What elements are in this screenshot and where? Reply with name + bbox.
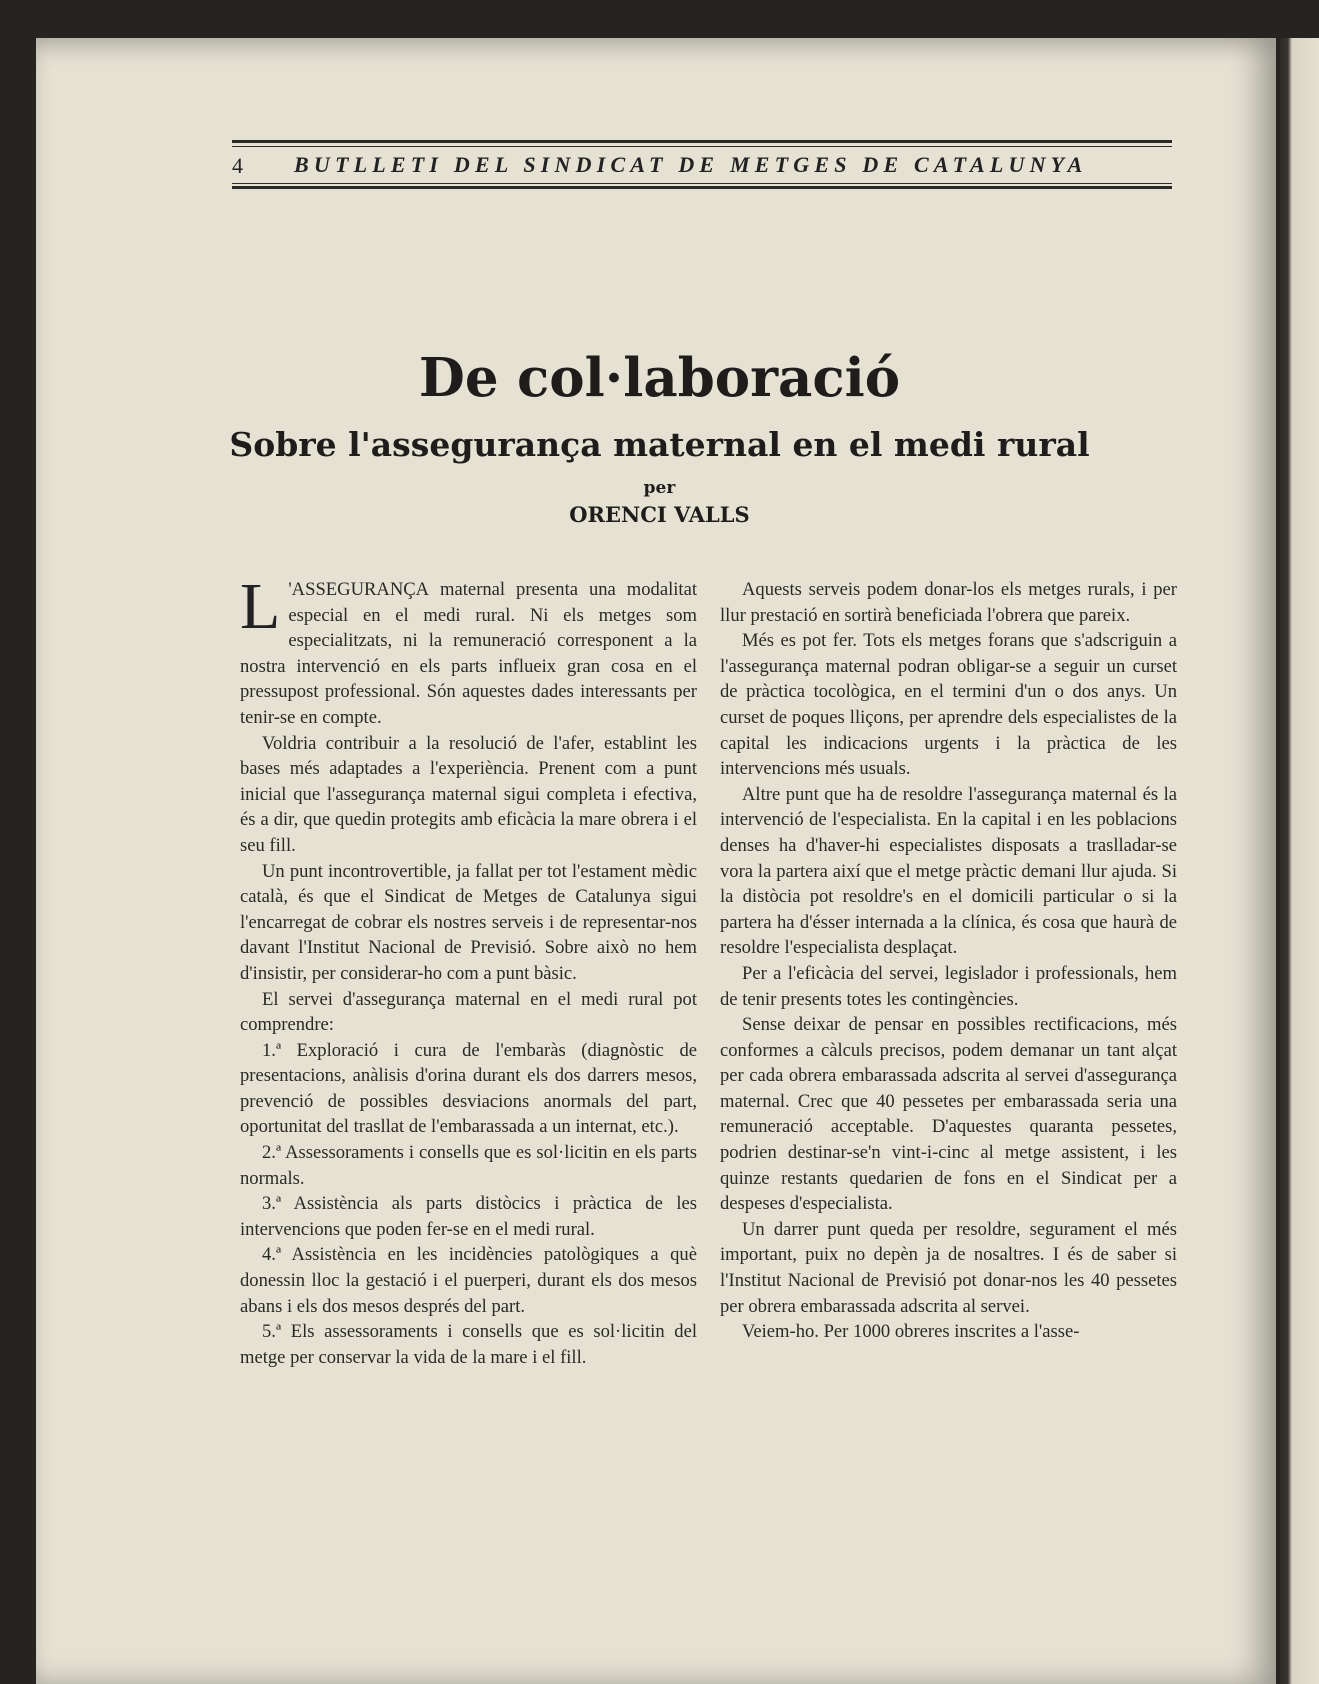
list-item: 4.ª Assistència en les incidències patològiques a què donessin lloc la gestació i el puerperi, durant els dos mesos abans i els dos mesos després del part.	[240, 1244, 697, 1317]
article-title: Sobre l'assegurança maternal en el medi rural	[229, 425, 1090, 464]
paragraph: Sense deixar de pensar en possibles rectificacions, més conformes a càlculs precisos, podem demanar un tant alçat per cada obrera embarassada adscrita al servei d'assegurança maternal. Crec que 40 pessetes per embarassada seria una remuneració acceptable. D'aquestes quaranta pessetes, podrien destinar-se'n vint-i-cinc al metge assistent, i les quinze restants quedarien de fons en el Sindicat per a despeses d'especialista.	[720, 1014, 1177, 1215]
next-page-edge	[1280, 38, 1319, 1684]
paragraph: Voldria contribuir a la resolució de l'afer, establint les bases més adaptades a l'experiència. Prenent com a punt inicial que l'assegurança maternal sigui completa i efectiva, és a dir, que quedin protegits amb eficàcia la mare obrera i el seu fill.	[240, 732, 697, 856]
list-item: 3.ª Assistència als parts distòcics i pràctica de les intervencions que poden fer-se en el medi rural.	[240, 1193, 697, 1240]
paragraph: Aquests serveis podem donar-los els metges rurals, i per llur prestació en sortirà beneficiada l'obrera que pareix.	[720, 579, 1177, 626]
running-title: BUTLLETI DEL SINDICAT DE METGES DE CATALUNYA	[294, 152, 1088, 177]
page-number: 4	[232, 153, 243, 178]
byline-prefix: per	[643, 478, 676, 498]
right-column	[720, 577, 1177, 1345]
paragraph: Per a l'eficàcia del servei, legislador i professionals, hem de tenir presents totes les contingències.	[720, 962, 1177, 1010]
opening-word: 'ASSEGURANÇA	[288, 579, 430, 600]
header-rule-bottom	[232, 186, 1172, 189]
header-rule-top-thin	[232, 146, 1172, 147]
list-item: 5.ª Els assessoraments i consells que es sol·licitin del metge per conservar la vida de la mare i el fill.	[240, 1321, 697, 1368]
running-header	[232, 140, 1172, 192]
list-item: 1.ª Exploració i cura de l'embaràs (diagnòstic de presentacions, anàlisis d'orina durant els dos darrers mesos, prevenció de possibles desviacions anormals del part, oportunitat del trasllat de l'embarassada a un internat, etc.).	[240, 1039, 697, 1138]
paragraph: El servei d'assegurança maternal en el medi rural pot comprendre:	[240, 988, 697, 1036]
paragraph: Veiem-ho. Per 1000 obreres inscrites a l'asse-	[742, 1321, 1080, 1343]
list-item: 2.ª Assessoraments i consells que es sol·licitin en els parts normals.	[240, 1142, 697, 1189]
paragraph: Un punt incontrovertible, ja fallat per tot l'estament mèdic català, és que el Sindicat de Metges de Catalunya sigui l'encarregat de cobrar els nostres serveis i de representar-nos davant l'Institut Nacional de Previsió. Sobre això no hem d'insistir, per considerar-ho com a punt bàsic.	[240, 860, 697, 984]
section-title: De col·laboració	[418, 347, 901, 409]
author-name: ORENCI VALLS	[569, 502, 750, 527]
paragraph: Altre punt que ha de resoldre l'assegurança maternal és la intervenció de l'especialista. En la capital i en les poblacions denses ha d'haver-hi especialistes disposats a traslladar-se vora la partera així que el metge pràctic demani llur ajuda. Si la distòcia pot resoldre's en el domicili particular o si la partera ha d'ésser internada a la clínica, és cosa que haurà de resoldre l'especialista desplaçat.	[720, 783, 1177, 959]
paragraph: Més es pot fer. Tots els metges forans que s'adscriguin a l'assegurança maternal podran obligar-se a seguir un curset de pràctica tocològica, en el termini d'un o dos anys. Un curset de poques lliçons, per aprendre dels especialistes de la capital les indicacions urgents i la pràctica de les intervencions més usuals.	[720, 630, 1177, 780]
header-rule-bottom-thin	[232, 183, 1172, 184]
paragraph: Un darrer punt queda per resoldre, segurament el més important, puix no depèn ja de nosaltres. I és de saber si l'Institut Nacional de Previsió pot donar-nos les 40 pessetes per obrera embarassada adscrita al servei.	[720, 1218, 1177, 1317]
header-rule-top	[232, 140, 1172, 143]
drop-cap: L	[240, 570, 281, 643]
paragraph	[240, 570, 697, 731]
left-column	[240, 570, 697, 1370]
paragraph-text: maternal presenta una modalitat especial en el medi rural. Ni els metges som especialitzats, ni la remuneració corresponent a la nostra intervenció en els parts influeix gran cosa en el pressupost professional. Són aquestes dades interessants per tenir-se en compte.	[240, 579, 697, 728]
